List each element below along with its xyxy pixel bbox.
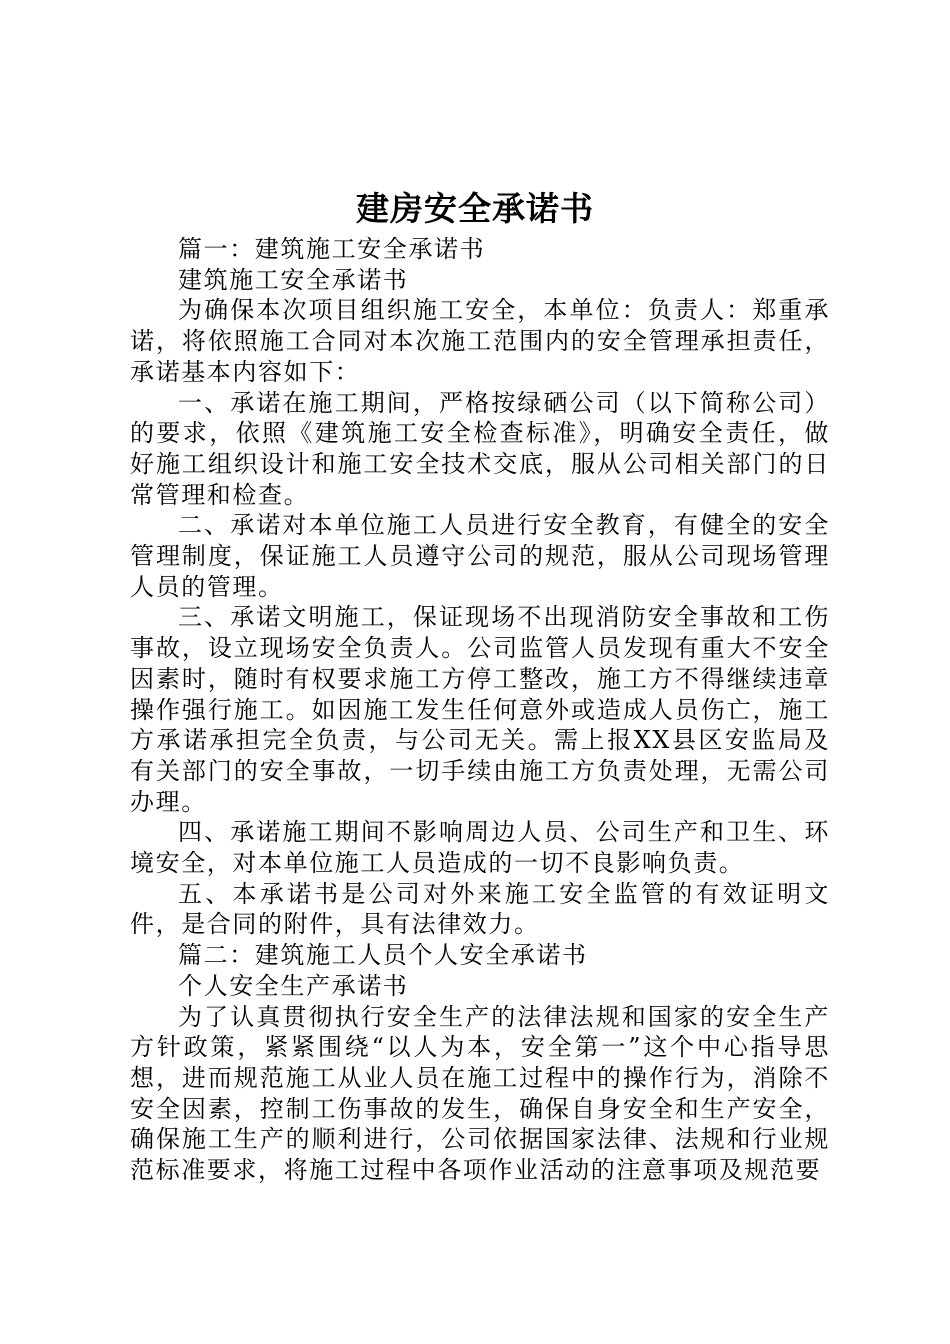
subheading: 建筑施工安全承诺书	[178, 265, 409, 294]
section-heading: 篇二：建筑施工人员个人安全承诺书	[178, 941, 588, 970]
paragraph: 为了认真贯彻执行安全生产的法律法规和国家的安全生产方针政策，紧紧围绕“以人为本，安全第一”这个中心指导思想，进而规范施工从业人员在施工过程中的操作行为，消除不安全因素，控制工伤事故的发生，确保自身安全和生产安全，确保施工生产的顺利进行，公司依据国家法律、法规和行业规范标准要求，将施工过程中各项作业活动的注意事项及规范要	[130, 1002, 830, 1185]
paragraph: 二、承诺对本单位施工人员进行安全教育，有健全的安全管理制度，保证施工人员遵守公司的规范，服从公司现场管理人员的管理。	[130, 511, 830, 601]
document-title: 建房安全承诺书	[356, 189, 594, 228]
section-heading: 篇一：建筑施工安全承诺书	[178, 235, 486, 263]
paragraph: 一、承诺在施工期间，严格按绿硒公司（以下简称公司）的要求，依照《建筑施工安全检查标准》，明确安全责任，做好施工组织设计和施工安全技术交底，服从公司相关部门的日常管理和检查。	[130, 388, 830, 509]
subheading: 个人安全生产承诺书	[178, 971, 409, 1000]
paragraph: 为确保本次项目组织施工安全，本单位：负责人：郑重承诺，将依照施工合同对本次施工范围内的安全管理承担责任，承诺基本内容如下：	[130, 296, 830, 386]
document-body	[130, 234, 830, 1186]
paragraph: 五、本承诺书是公司对外来施工安全监管的有效证明文件，是合同的附件，具有法律效力。	[130, 879, 830, 939]
paragraph: 三、承诺文明施工，保证现场不出现消防安全事故和工伤事故，设立现场安全负责人。公司监管人员发现有重大不安全因素时，随时有权要求施工方停工整改，施工方不得继续违章操作强行施工。如因施工发生任何意外或造成人员伤亡，施工方承诺承担完全负责，与公司无关。需上报XX县区安监局及有关部门的安全事故，一切手续由施工方负责处理，无需公司办理。	[130, 603, 830, 816]
paragraph: 四、承诺施工期间不影响周边人员、公司生产和卫生、环境安全，对本单位施工人员造成的一切不良影响负责。	[130, 818, 830, 878]
